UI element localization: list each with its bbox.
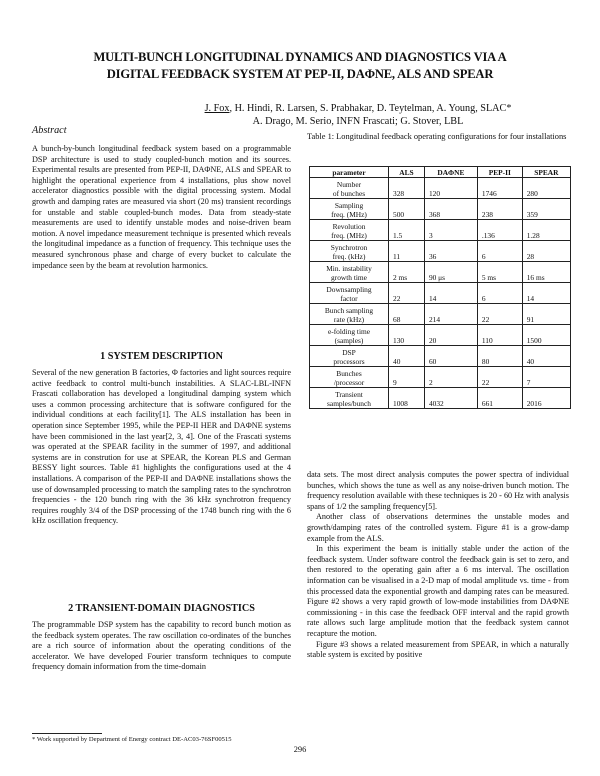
authors-line-2: A. Drago, M. Serio, INFN Frascati; G. Stover, LBL: [252, 116, 464, 127]
parameter-name-line-1: e-folding time: [327, 327, 371, 336]
value-cell-spear: 2016: [522, 388, 570, 409]
parameter-name-line-1: Number: [336, 180, 362, 189]
authors-line-1: , H. Hindi, R. Larsen, S. Prabhakar, D. Teytelman, A. Young, SLAC*: [229, 103, 512, 114]
parameter-name-line-1: DSP: [342, 348, 356, 357]
value-cell-pep-ii: 22: [477, 304, 522, 325]
value-cell-als: 1.5: [389, 220, 425, 241]
paper-title: [40, 49, 560, 83]
value-cell-spear: 7: [522, 367, 570, 388]
value-cell-daphne: 60: [424, 346, 477, 367]
value-cell-als: 130: [389, 325, 425, 346]
value-cell-spear: 280: [522, 178, 570, 199]
parameter-cell: [310, 199, 389, 220]
parameter-name-line-1: Transient: [335, 390, 363, 399]
parameter-name-line-2: freq. (kHz): [332, 252, 366, 261]
value-cell-als: 9: [389, 367, 425, 388]
parameter-name-line-1: Downsampling: [326, 285, 372, 294]
table-row: [310, 220, 571, 241]
value-cell-pep-ii: 22: [477, 367, 522, 388]
value-cell-pep-ii: 661: [477, 388, 522, 409]
parameter-name-line-1: Bunch sampling: [324, 306, 374, 315]
value-cell-daphne: 14: [424, 283, 477, 304]
header-spear: SPEAR: [522, 167, 570, 178]
value-cell-als: 11: [389, 241, 425, 262]
title-line-1: MULTI-BUNCH LONGITUDINAL DYNAMICS AND DIAGNOSTICS VIA A: [93, 50, 507, 64]
parameter-name-line-1: Min. instability: [326, 264, 372, 273]
table-row: [310, 262, 571, 283]
parameter-name-line-2: freq. (MHz): [331, 231, 367, 240]
table-caption: Table 1: Longitudinal feedback operating configurations for four installations: [307, 132, 567, 141]
value-cell-spear: 359: [522, 199, 570, 220]
parameter-name-line-2: growth time: [331, 273, 367, 282]
parameter-cell: [310, 283, 389, 304]
value-cell-als: 68: [389, 304, 425, 325]
table-row: [310, 283, 571, 304]
value-cell-spear: 28: [522, 241, 570, 262]
value-cell-spear: 1.28: [522, 220, 570, 241]
value-cell-pep-ii: 6: [477, 283, 522, 304]
section-1-paragraph: Several of the new generation B factories, Φ factories and light sources require active feedback to control multi-bunch instabilities. A SLAC-LBL-INFN Frascati collaboration has developed a longitudinal damping system which uses a common processing architecture that is software configured for the individual conditions at each facility[1]. The ALS installation has been in operation since September 1995, while the PEP-II HER and DAΦNE systems have been commisioned in the last year[2, 3, 4]. One of the Frascati systems was operated at the SPEAR facility in the summer of 1997, and additional systems are in constrution for use at SPEAR, the Korean PLS and German BESSY light sources. Table #1 highlights the configurations used at the 4 installations. A comparison of the PEP-II and DAΦNE installations shows the use of downsampled processing to match the sampling rates to the synchrotron frequencies - the 120 bunch ring with the 36 kHz synchrotron frequency requires roughly 3/4 of the DSP processing of the 1748 bunch ring with the 6 kHz oscillation frequency.: [32, 368, 291, 526]
section-2-body: [32, 620, 291, 673]
right-paragraph-2: Another class of observations determines the unstable modes and growth/damping rates of the controlled system. Figure #1 is a grow-damp example from the ALS.: [307, 512, 569, 543]
parameter-cell: [310, 325, 389, 346]
abstract-paragraph: A bunch-by-bunch longitudinal feedback system based on a programmable DSP architecture is used to study coupled-bunch motion and its sources. Experimental results are presented from PEP-II, DAΦNE, ALS and SPEAR to highlight the operational experience from 4 installations, plus show novel accelerator diagnostics possible with the digital processing system. Modal growth and damping rates are measured via short (20 ms) transient recordings for unstable and stable coupled-bunch modes. Data from steady-state measurements are used to identify unstable modes and noise-driven beam motion. A novel impedance measurement technique is presented which reveals the longitudinal impedance as a function of frequency. This technique uses the measured synchronous phase and charge of every bucket to calculate the impedance seen by the beam at revolution harmonics.: [32, 144, 291, 270]
value-cell-pep-ii: 110: [477, 325, 522, 346]
table-row: [310, 367, 571, 388]
parameter-name-line-2: freq. (MHz): [331, 210, 367, 219]
title-line-2: DIGITAL FEEDBACK SYSTEM AT PEP-II, DAΦNE, ALS AND SPEAR: [106, 67, 494, 81]
value-cell-spear: 14: [522, 283, 570, 304]
parameter-cell: [310, 304, 389, 325]
section-1-heading: 1 SYSTEM DESCRIPTION: [100, 351, 223, 362]
header-daphne: DAΦNE: [424, 167, 477, 178]
value-cell-spear: 91: [522, 304, 570, 325]
footnote: * Work supported by Department of Energy contract DE-AC03-76SF00515: [32, 736, 232, 743]
parameter-name-line-1: Synchrotron: [330, 243, 368, 252]
parameter-cell: [310, 346, 389, 367]
header-pep-ii: PEP-II: [477, 167, 522, 178]
value-cell-als: 328: [389, 178, 425, 199]
table-row: [310, 388, 571, 409]
value-cell-als: 40: [389, 346, 425, 367]
value-cell-spear: 16 ms: [522, 262, 570, 283]
value-cell-pep-ii: 6: [477, 241, 522, 262]
table-row: [310, 199, 571, 220]
value-cell-daphne: 20: [424, 325, 477, 346]
table-row: [310, 304, 571, 325]
table-row: [310, 178, 571, 199]
parameter-name-line-1: Bunches: [336, 369, 362, 378]
value-cell-daphne: 214: [424, 304, 477, 325]
value-cell-daphne: 3: [424, 220, 477, 241]
right-column-body: [307, 470, 569, 661]
table-row: [310, 241, 571, 262]
value-cell-spear: 40: [522, 346, 570, 367]
header-als: ALS: [389, 167, 425, 178]
value-cell-pep-ii: 80: [477, 346, 522, 367]
section-2-heading: 2 TRANSIENT-DOMAIN DIAGNOSTICS: [68, 603, 255, 614]
section-2-paragraph: The programmable DSP system has the capability to record bunch motion as the feedback system operates. The raw oscillation co-ordinates of the bunches are a rich source of information about the operating conditions of the accelerator. We have developed Fourier transform techniques to compute frequency domain information from the time-domain: [32, 620, 291, 672]
value-cell-pep-ii: 1746: [477, 178, 522, 199]
parameter-cell: [310, 241, 389, 262]
parameter-name-line-1: Sampling: [334, 201, 364, 210]
value-cell-daphne: 90 μs: [424, 262, 477, 283]
value-cell-daphne: 120: [424, 178, 477, 199]
parameter-name-line-2: (samples): [334, 336, 364, 345]
value-cell-pep-ii: 5 ms: [477, 262, 522, 283]
value-cell-spear: 1500: [522, 325, 570, 346]
page-number: 296: [293, 745, 307, 754]
parameter-name-line-2: rate (kHz): [333, 315, 365, 324]
value-cell-als: 22: [389, 283, 425, 304]
value-cell-als: 500: [389, 199, 425, 220]
parameter-name-line-2: /processor: [333, 378, 365, 387]
abstract-heading: Abstract: [32, 125, 67, 136]
value-cell-daphne: 36: [424, 241, 477, 262]
value-cell-daphne: 4032: [424, 388, 477, 409]
abstract-body: [32, 144, 291, 271]
header-parameter: parameter: [310, 167, 389, 178]
table-row: [310, 325, 571, 346]
right-paragraph-4: Figure #3 shows a related measurement from SPEAR, in which a naturally stable system is excited by positive: [307, 639, 569, 660]
parameter-cell: [310, 220, 389, 241]
value-cell-als: 2 ms: [389, 262, 425, 283]
parameter-name-line-2: factor: [340, 294, 358, 303]
value-cell-pep-ii: 238: [477, 199, 522, 220]
parameter-name-line-2: samples/bunch: [327, 399, 371, 408]
parameter-cell: [310, 367, 389, 388]
footnote-rule: [32, 733, 102, 734]
value-cell-als: 1008: [389, 388, 425, 409]
parameter-name-line-2: processors: [333, 357, 365, 366]
config-table: [309, 166, 571, 409]
parameter-name-line-2: of bunches: [332, 189, 366, 198]
table-header-row: [310, 167, 571, 178]
author-list: [178, 102, 538, 128]
parameter-name-line-1: Revolution: [332, 222, 366, 231]
value-cell-pep-ii: .136: [477, 220, 522, 241]
parameter-cell: [310, 262, 389, 283]
first-author: J. Fox: [204, 103, 230, 114]
parameter-cell: [310, 388, 389, 409]
value-cell-daphne: 368: [424, 199, 477, 220]
value-cell-daphne: 2: [424, 367, 477, 388]
table-row: [310, 346, 571, 367]
section-1-body: [32, 368, 291, 527]
right-paragraph-3: In this experiment the beam is initially stable under the action of the feedback system. Under software control the feedback gain is set to zero, and then restored to the operating gain after a 6 ms interval. The oscillation information can be visualised in a 2-D map of modal amplitude vs. time - from this processed data the exponential growth and damping rates can be measured. Figure #2 shows a very rapid growth of low-mode instabilities from DAΦNE commissioning - in this case the feedback OFF interval and the rapid growth rate allows such large amplitude motion that the feedback system cannot recapture the motion.: [307, 544, 569, 638]
right-paragraph-1: data sets. The most direct analysis computes the power spectra of individual bunches, which shows the tune as well as any noise-driven bunch motion. The frequency resolution available with these techniques is 20 - 60 Hz with analysis spans of 1/2 the sampling frequency[5].: [307, 470, 569, 511]
parameter-cell: [310, 178, 389, 199]
